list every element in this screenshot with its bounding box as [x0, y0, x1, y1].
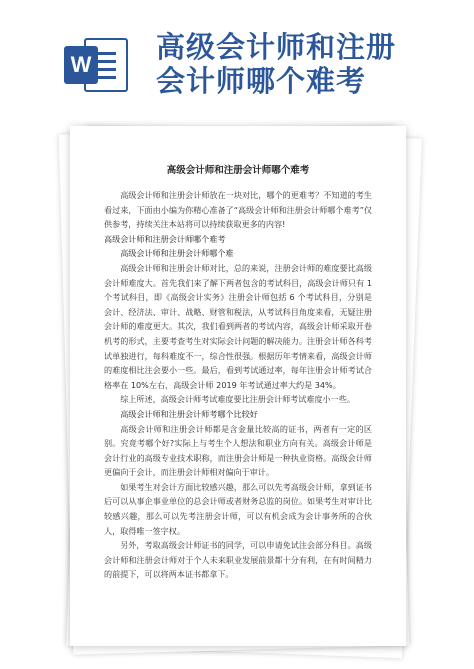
document-page — [70, 126, 406, 646]
section-heading: 高级会计师和注册会计师哪个难考 — [104, 233, 226, 244]
header-banner — [0, 0, 474, 118]
sub-heading: 高级会计师和注册会计师哪个难 — [120, 248, 234, 259]
paragraph: 高级会计师和注册会计师放在一块对比，哪个的更难考？不知道的考生看过来，下面由小编为你精心准备了“高级会计师和注册会计师哪个难考”仅供参考，持续关注本站将可以持续获取更多的内容! — [104, 190, 372, 230]
paragraph: 高级会计师和注册会计师都是含金量比较高的证书，两者有一定的区别。究竟考哪个好?实际上与考生个人想法和职业方向有关。高级会计师是会计行业的高级专业技术职称，而注册会计师是一种执业资格。高级会计师更偏向于会计，而注册会计师相对偏向于审计。 — [104, 423, 372, 478]
document-body — [104, 188, 372, 582]
title-line-2: 会计师哪个难考 — [156, 64, 367, 98]
paragraph: 综上所述，高级会计师考试难度要比注册会计师考试难度小一些。 — [120, 394, 355, 405]
title-line-1: 高级会计师和注册 — [156, 30, 397, 64]
sub-heading: 高级会计师和注册会计师考哪个比较好 — [120, 408, 258, 419]
word-logo-badge: W — [64, 46, 98, 84]
document-title-banner — [156, 30, 456, 98]
page-title: 高级会计师和注册会计师哪个难考 — [166, 165, 310, 176]
paragraph: 如果考生对会计方面比较感兴趣，那么可以先考高级会计师，拿到证书后可以从事企事业单位的总会计师或者财务总监的岗位。如果考生对审计比较感兴趣，那么可以先考注册会计师，可以有机会成为会计事务所的合伙人，取得唯一签字权。 — [104, 481, 372, 536]
paragraph: 另外，考取高级会计师证书的同学，可以申请免试注会部分科目。高级会计师和注册会计师对于个人未来职业发展前景都十分有利，在有时间精力的前提下，可以将两本证书都拿下。 — [104, 540, 372, 580]
paragraph: 高级会计师和注册会计师对比，总的来说，注册会计师的难度要比高级会计师难度大。首先我们来了解下两者包含的考试科目，高级会计师只有 1 个考试科目，即《高级会计实务》注册会计师包括 6 个考试科目，分别是会计、经济法、审计、战略、财管和税法，从考试科目角度来看，无疑注册会计师的难度更大。其次，我们看到两者的考试内容，高级会计师采取开卷机考的形式，主要考查考生对实际会计问题的解决能力。注册会计师各科考试单独进行，每科难度不一，综合性很强。根据历年考情来看，高级会计师的难度相比注会要小一些。最后，看到考试通过率，每年注册会计师考试合格率在 10%左右，高级会计师 2019 年考试通过率大约是 34%。 — [104, 262, 372, 390]
word-document-icon — [64, 34, 130, 96]
